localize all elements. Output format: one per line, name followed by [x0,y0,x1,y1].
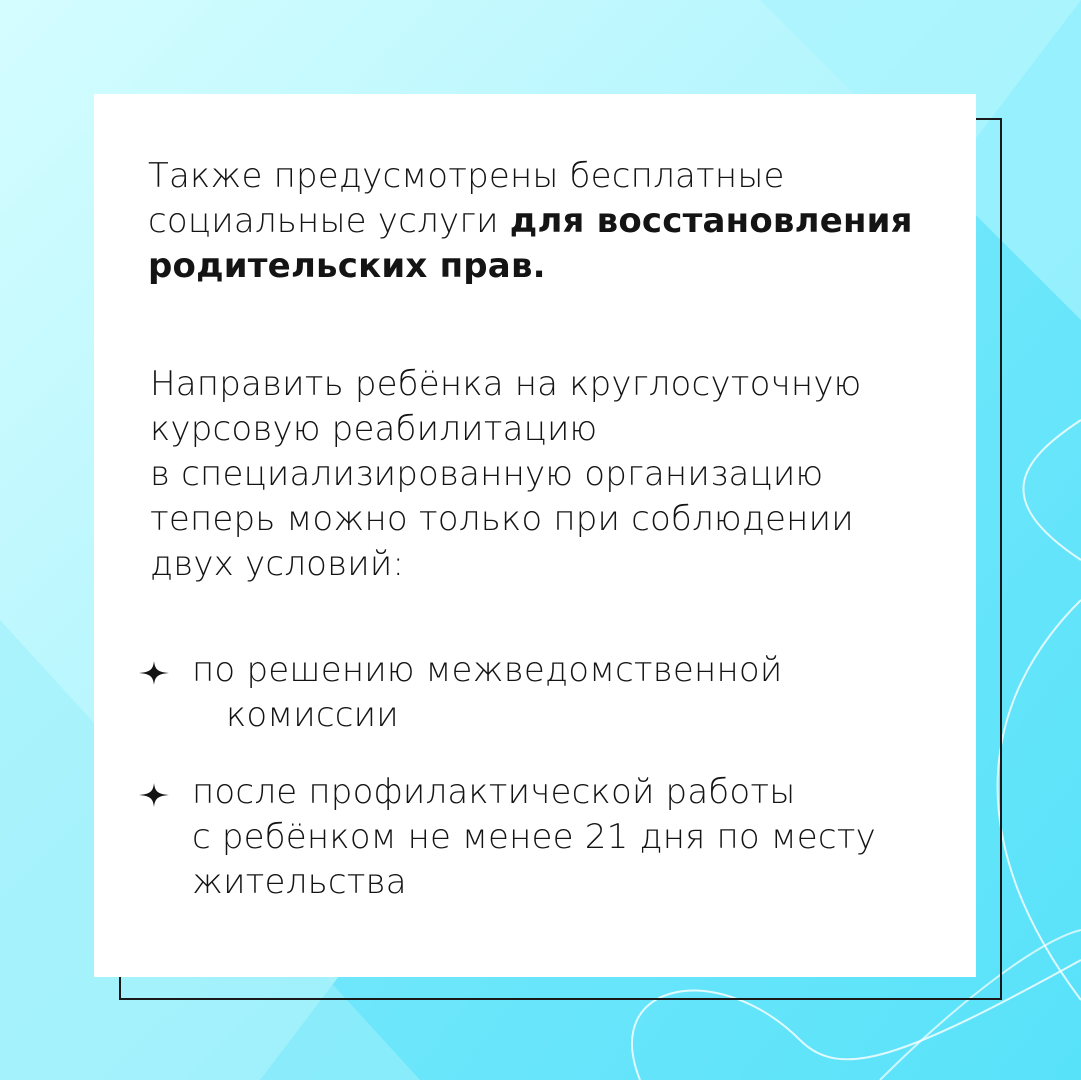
sparkle-icon [138,782,170,808]
bullet-line: после профилактической работы [192,772,796,812]
conditions-line: Направить ребёнка на круглосуточную [150,364,862,404]
content-card [94,94,976,977]
bullet-line: жительства [192,862,407,902]
intro-paragraph [148,154,948,289]
conditions-line: теперь можно только при соблюдении [150,499,854,539]
conditions-line: двух условий: [150,544,405,584]
intro-text: Также предусмотрены бесплатные социальные услуги [148,156,785,241]
conditions-paragraph [150,362,950,587]
bullet-line: по решению межведомственной [192,650,783,690]
bullet-line: с ребёнком не менее 21 дня по месту [192,817,876,857]
bullet-line: комиссии [226,695,399,735]
sparkle-icon [138,660,170,686]
intro-bold-text: для восстановления родительских прав. [148,201,913,286]
conditions-line: в специализированную организацию [150,454,824,494]
conditions-line: курсовую реабилитацию [150,409,598,449]
